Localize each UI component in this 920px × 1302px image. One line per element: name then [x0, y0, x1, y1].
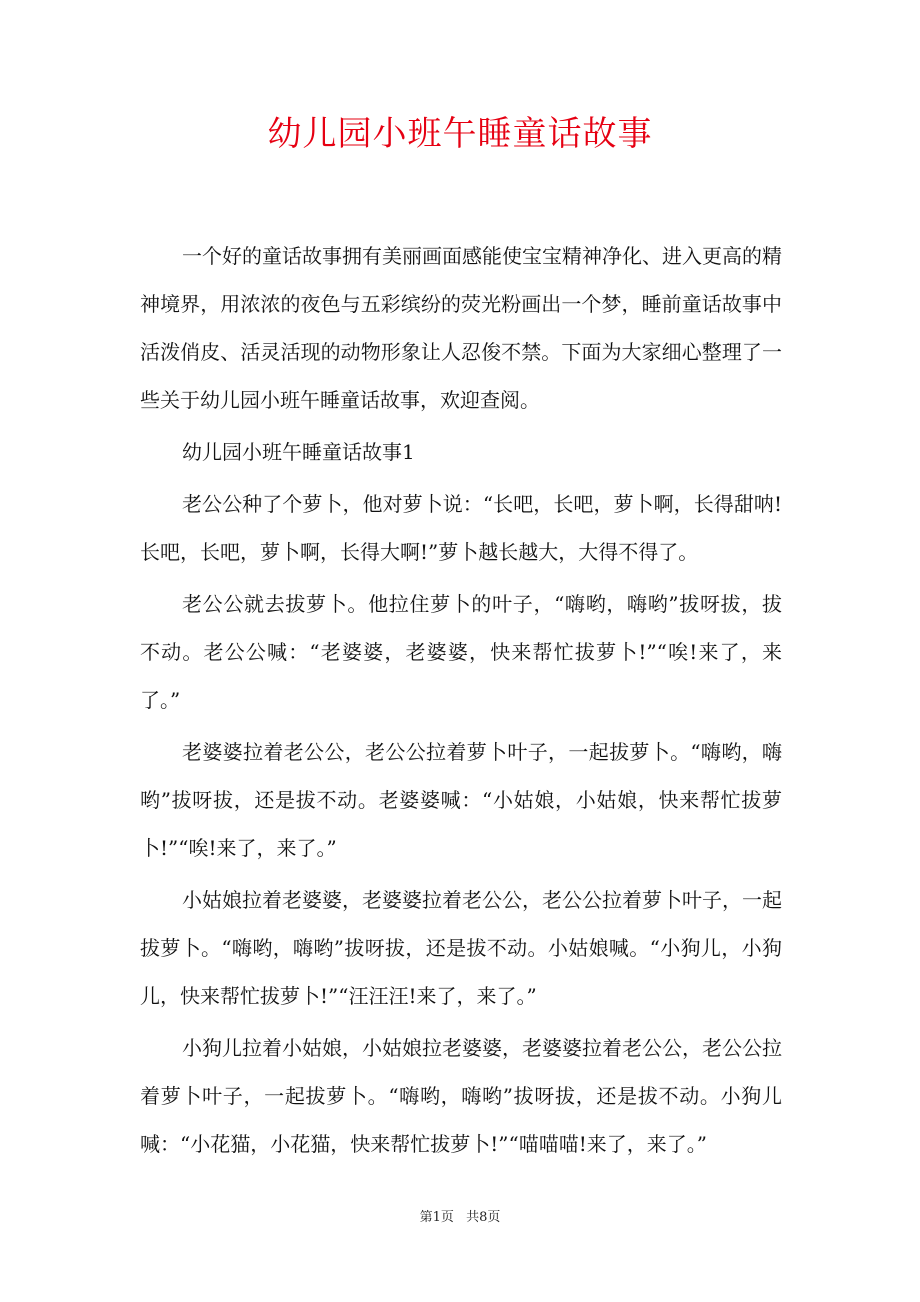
page-number: 第1页 [419, 1210, 454, 1225]
document-title: 幼儿园小班午睡童话故事 [267, 114, 653, 154]
section-heading: 幼儿园小班午睡童话故事1 [182, 440, 415, 464]
paragraph: 小狗儿拉着小姑娘，小姑娘拉老婆婆，老婆婆拉着老公公，老公公拉着萝卜叶子，一起拔萝卜。“嗨哟，嗨哟”拔呀拔，还是拔不动。小狗儿喊：“小花猫，小花猫，快来帮忙拔萝卜!”“喵喵喵!来了，来了。” [140, 1036, 782, 1156]
total-pages: 共8页 [466, 1210, 501, 1225]
paragraph: 老婆婆拉着老公公，老公公拉着萝卜叶子，一起拔萝卜。“嗨哟，嗨哟”拔呀拔，还是拔不动。老婆婆喊：“小姑娘，小姑娘，快来帮忙拔萝卜!”“唉!来了，来了。” [140, 740, 782, 860]
page-footer [0, 1206, 920, 1225]
paragraph: 老公公就去拔萝卜。他拉住萝卜的叶子，“嗨哟，嗨哟”拔呀拔，拔不动。老公公喊：“老婆婆，老婆婆，快来帮忙拔萝卜!”“唉!来了，来了。” [140, 592, 782, 712]
document-body [140, 232, 782, 1172]
paragraph: 老公公种了个萝卜，他对萝卜说：“长吧，长吧，萝卜啊，长得甜呐!长吧，长吧，萝卜啊，长得大啊!”萝卜越长越大，大得不得了。 [140, 492, 782, 564]
paragraph: 小姑娘拉着老婆婆，老婆婆拉着老公公，老公公拉着萝卜叶子，一起拔萝卜。“嗨哟，嗨哟”拔呀拔，还是拔不动。小姑娘喊。“小狗儿，小狗儿，快来帮忙拔萝卜!”“汪汪汪!来了，来了。” [140, 888, 782, 1008]
paragraph-intro: 一个好的童话故事拥有美丽画面感能使宝宝精神净化、进入更高的精神境界，用浓浓的夜色与五彩缤纷的荧光粉画出一个梦，睡前童话故事中活泼俏皮、活灵活现的动物形象让人忍俊不禁。下面为大家细心整理了一些关于幼儿园小班午睡童话故事，欢迎查阅。 [140, 244, 782, 412]
